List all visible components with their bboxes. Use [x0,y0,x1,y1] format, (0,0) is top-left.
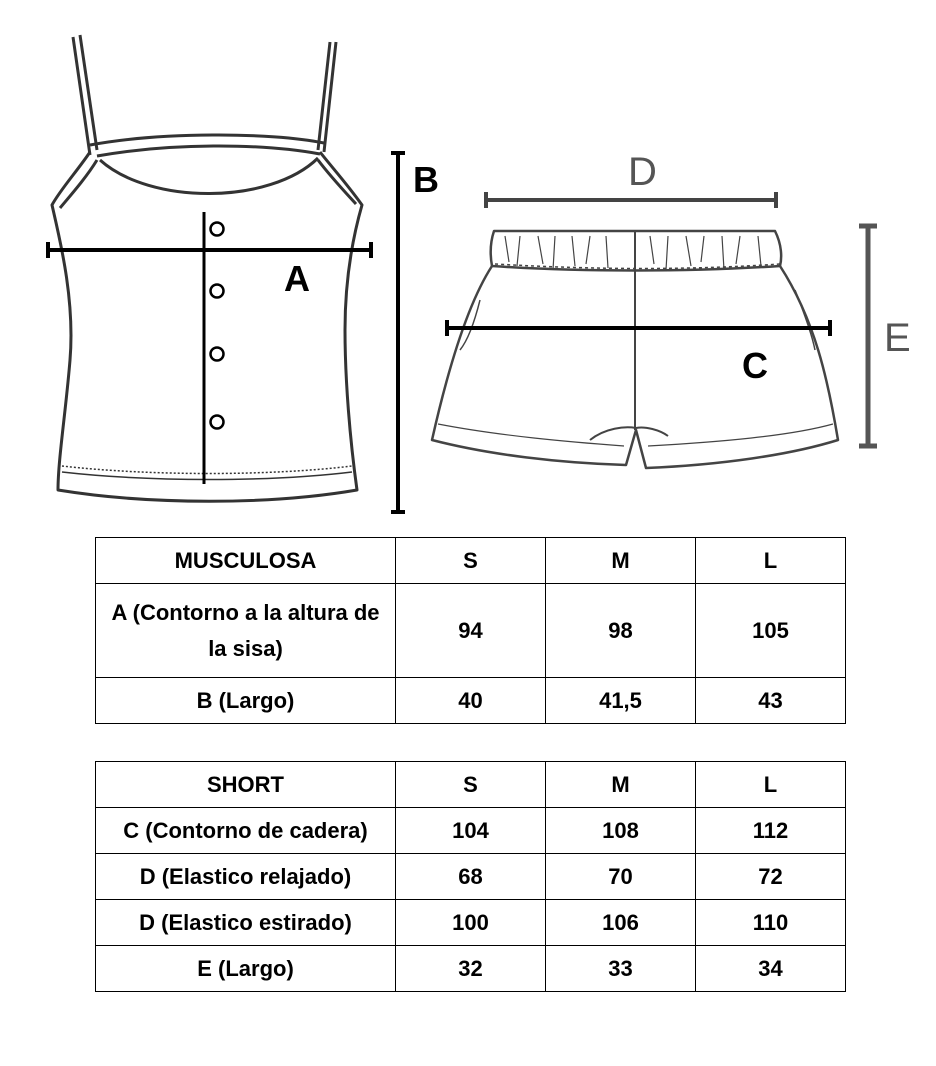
value-cell: 41,5 [546,678,696,724]
tank-top-drawing [52,35,362,501]
table-row [96,678,846,724]
value-cell: 106 [546,900,696,946]
neckline-outer [90,135,324,145]
table-row [96,900,846,946]
header-cell: M [546,762,696,808]
table-row [96,854,846,900]
button-4 [211,416,224,429]
label-d: D [628,150,657,194]
row-label: E (Largo) [96,946,396,992]
row-label: A (Contorno a la altura de la sisa) [96,584,396,678]
header-cell: MUSCULOSA [96,538,396,584]
value-cell: 72 [696,854,846,900]
label-e: E [884,316,911,360]
label-c: C [742,345,768,386]
table-row [96,584,846,678]
table-row [96,808,846,854]
header-cell: M [546,538,696,584]
button-3 [211,348,224,361]
value-cell: 68 [396,854,546,900]
table-header-row [96,538,846,584]
table-row [96,946,846,992]
header-cell: S [396,762,546,808]
row-label: C (Contorno de cadera) [96,808,396,854]
value-cell: 94 [396,584,546,678]
button-2 [211,285,224,298]
table-header-row [96,762,846,808]
value-cell: 34 [696,946,846,992]
label-b: B [413,159,439,200]
measure-b [391,153,405,512]
header-cell: L [696,762,846,808]
measure-d [486,192,776,208]
tank-body-outline [52,152,362,501]
measure-a [48,242,371,258]
value-cell: 104 [396,808,546,854]
left-strap [73,35,97,155]
right-strap [318,42,336,152]
value-cell: 100 [396,900,546,946]
value-cell: 32 [396,946,546,992]
buttons [211,223,224,429]
front-neckline [100,158,318,194]
neckline-inner [97,146,320,156]
garment-diagram [0,0,936,530]
row-label: B (Largo) [96,678,396,724]
value-cell: 43 [696,678,846,724]
header-cell: S [396,538,546,584]
value-cell: 110 [696,900,846,946]
header-cell: L [696,538,846,584]
button-1 [211,223,224,236]
value-cell: 70 [546,854,696,900]
row-label: D (Elastico estirado) [96,900,396,946]
short-size-table [95,761,846,992]
measure-e [859,226,877,446]
value-cell: 33 [546,946,696,992]
garment-sketch [0,0,936,530]
value-cell: 98 [546,584,696,678]
musculosa-size-table [95,537,846,724]
measure-c [447,320,830,336]
row-label: D (Elastico relajado) [96,854,396,900]
label-a: A [284,258,310,299]
value-cell: 105 [696,584,846,678]
value-cell: 40 [396,678,546,724]
value-cell: 108 [546,808,696,854]
value-cell: 112 [696,808,846,854]
shorts-drawing [432,231,838,468]
header-cell: SHORT [96,762,396,808]
